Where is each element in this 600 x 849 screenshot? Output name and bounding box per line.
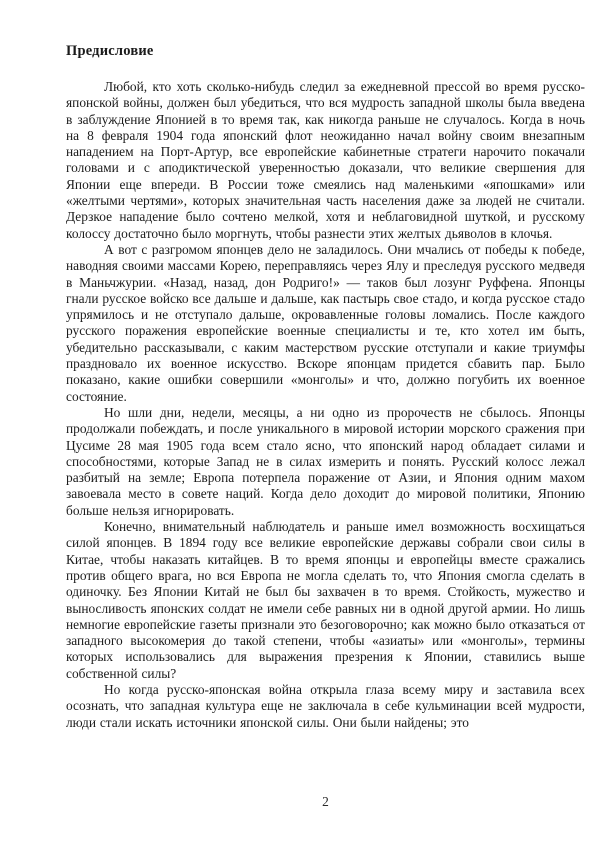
body-text — [66, 79, 585, 731]
paragraph: А вот с разгромом японцев дело не заладилось. Они мчались от победы к победе, наводняя своими массами Корею, переправляясь через Ялу и преследуя русского медведя в Маньчжурии. «Назад, назад, дон Родриго!» — таков был лозунг Руффена. Японцы гнали русское войско все дальше и дальше, как пастырь свое стадо, и когда русское стадо упрямилось и не отступало дальше, окровавленные головы ломались. После каждого русского поражения европейские военные специалисты и те, кто хотел им быть, убедительно рассказывали, с каким мастерством русские отступали и какие триумфы праздновало их военное искусство. Вскоре японцам придется сбавить пар. Было показано, какие ошибки совершили «монголы» и что, должно погубить их военное состояние. — [66, 241, 585, 404]
paragraph: Любой, кто хоть сколько-нибудь следил за ежедневной прессой во время русско-японской войны, должен был убедиться, что вся мудрость западной школы была введена в заблуждение Японией в то время так, как никогда раньше не случалось. Когда в ночь на 8 февраля 1904 года японский флот неожиданно начал войну своим внезапным нападением на Порт-Артур, все европейские кабинетные стратеги нарочито покачали головами и с аподиктической уверенностью доказали, что великие свершения для Японии еще впереди. В России тоже смеялись над маленькими «япошками» или «желтыми чертями», которых значительная часть населения даже за людей не считали. Дерзкое нападение было сочтено мелкой, хотя и неблаговидной шуткой, и русскому колоссу достаточно было моргнуть, чтобы разнести этих желтых дьяволов в клочья. — [66, 79, 585, 241]
paragraph: Но шли дни, недели, месяцы, а ни одно из пророчеств не сбылось. Японцы продолжали побеждать, и после уникального в мировой истории морского сражения при Цусиме 28 мая 1905 года всем стало ясно, что японский народ обладает силами и способностями, которые Запад не в силах измерить и понять. Русский колосс лежал разбитый на земле; Европа потерпела поражение от Азии, и Япония одним махом завоевала место в совете наций. Когда дело доходит до мировой политики, Японию больше нельзя игнорировать. — [66, 404, 585, 518]
paragraph: Но когда русско-японская война открыла глаза всему миру и заставила всех осознать, что западная культура еще не заключала в себе кульминации всей мудрости, люди стали искать источники японской силы. Они были найдены; это — [66, 681, 585, 730]
paragraph: Конечно, внимательный наблюдатель и раньше имел возможность восхищаться силой японцев. В 1894 году все великие европейские державы собрали свои силы в Китае, чтобы наказать китайцев. В то время японцы и европейцы вместе сражались против общего врага, но вся Европа не могла сделать то, что Япония смогла сделать в одиночку. Без Японии Китай не был бы захвачен в то время. Стойкость, мужество и выносливость японских солдат не имели себе равных ни в одной другой армии. Но лишь немногие европейские газеты признали это безоговорочно; как можно было отказаться от западного высокомерия до такой степени, чтобы «азиаты» или «монголы», термины которых использовались для выражения презрения к Японии, ставились выше собственной силы? — [66, 519, 585, 681]
section-heading: Предисловие — [66, 43, 154, 59]
page-number: 2 — [322, 794, 329, 809]
